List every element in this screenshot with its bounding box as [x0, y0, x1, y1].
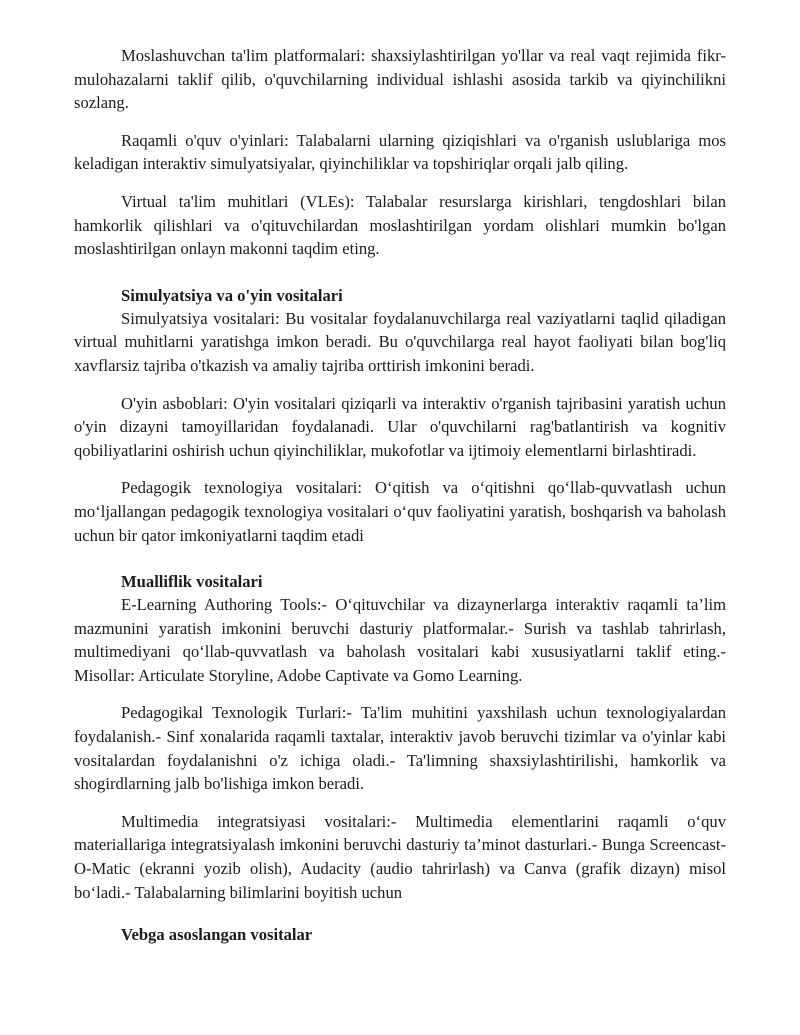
heading-web-based-tools: Vebga asoslangan vositalar: [121, 925, 313, 945]
paragraph-digital-games: Raqamli o'quv o'yinlari: Talabalarni ularning qiziqishlari va o'rganish uslublariga mos keladigan interaktiv simulyatsiyalar, qiyinchiliklar va topshiriqlar orqali jalb qiling.: [74, 130, 726, 174]
paragraph-pedagogical-tech-types: Pedagogikal Texnologik Turlari:- Ta'lim muhitini yaxshilash uchun texnologiyalardan foydalanish.- Sinf xonalarida raqamli taxtalar, interaktiv javob beruvchi tizimlar va o'yinlar kabi vositalardan foydalanishni o'z ichiga oladi.- Ta'limning shaxsiylashtirilishi, hamkorlik va shogirdlarning jalb bo'lishiga imkon beradi.: [74, 703, 726, 794]
paragraph-simulation-tools: Simulyatsiya vositalari: Bu vositalar foydalanuvchilarga real vaziyatlarni taqlid qiladigan virtual muhitlarni yaratishga imkon beradi. Bu o'quvchilarga real hayot faoliyati bilan bog'liq xavflarsiz tajriba o'tkazish va amaliy tajriba orttirish imkonini beradi.: [74, 308, 726, 375]
heading-authoring-tools: Mualliflik vositalari: [121, 572, 263, 592]
paragraph-multimedia-integration-tools: Multimedia integratsiyasi vositalari:- Multimedia elementlarini raqamli o‘quv materiallariga integratsiyalash imkonini beruvchi dasturiy ta’minot dasturlari.- Bunga Screencast-O-Matic (ekranni yozib olish), Audacity (audio tahrirlash) va Canva (grafik dizayn) misol bo‘ladi.- Talabalarning bilimlarini boyitish uchun: [74, 811, 726, 902]
heading-simulation-and-game-tools: Simulyatsiya va o'yin vositalari: [121, 285, 343, 305]
paragraph-pedagogical-tech-tools: Pedagogik texnologiya vositalari: O‘qitish va o‘qitishni qo‘llab-quvvatlash uchun mo‘ljallangan pedagogik texnologiya vositalari o‘quv faoliyatini yaratish, boshqarish va baholash uchun bir qator imkoniyatlarni taqdim etadi: [74, 478, 726, 545]
paragraph-adaptive-platforms: Moslashuvchan ta'lim platformalari: shaxsiylashtirilgan yo'llar va real vaqt rejimida fikr-mulohazalarni taklif qilib, o'quvchilarning individual ishlashi asosida tarkib va qiyinchilikni sozlang.: [74, 46, 726, 113]
paragraph-elearning-authoring-tools: E-Learning Authoring Tools:- O‘qituvchilar va dizaynerlarga interaktiv raqamli ta’lim mazmunini yaratish imkonini beruvchi dasturiy platformalar.- Surish va tashlab tahrirlash, multimediyani qo‘llab-quvvatlash va baholash vositalari kabi xususiyatlarni taklif eting.- Misollar: Articulate Storyline, Adobe Captivate va Gomo Learning.: [74, 595, 726, 685]
paragraph-virtual-learning-environments: Virtual ta'lim muhitlari (VLEs): Talabalar resurslarga kirishlari, tengdoshlari bilan hamkorlik qilishlari va o'qituvchilardan moslashtirilgan yordam olishlari mumkin bo'lgan moslashtirilgan onlayn makonni taqdim eting.: [74, 191, 726, 259]
paragraph-game-tools: O'yin asboblari: O'yin vositalari qiziqarli va interaktiv o'rganish tajribasini yaratish uchun o'yin dizayni tamoyillaridan foydalanadi. Ular o'quvchilarni rag'batlantirish va kognitiv qobiliyatlarini oshirish uchun qiyinchiliklar, mukofotlar va ijtimoiy elementlarni birlashtiradi.: [74, 393, 726, 460]
